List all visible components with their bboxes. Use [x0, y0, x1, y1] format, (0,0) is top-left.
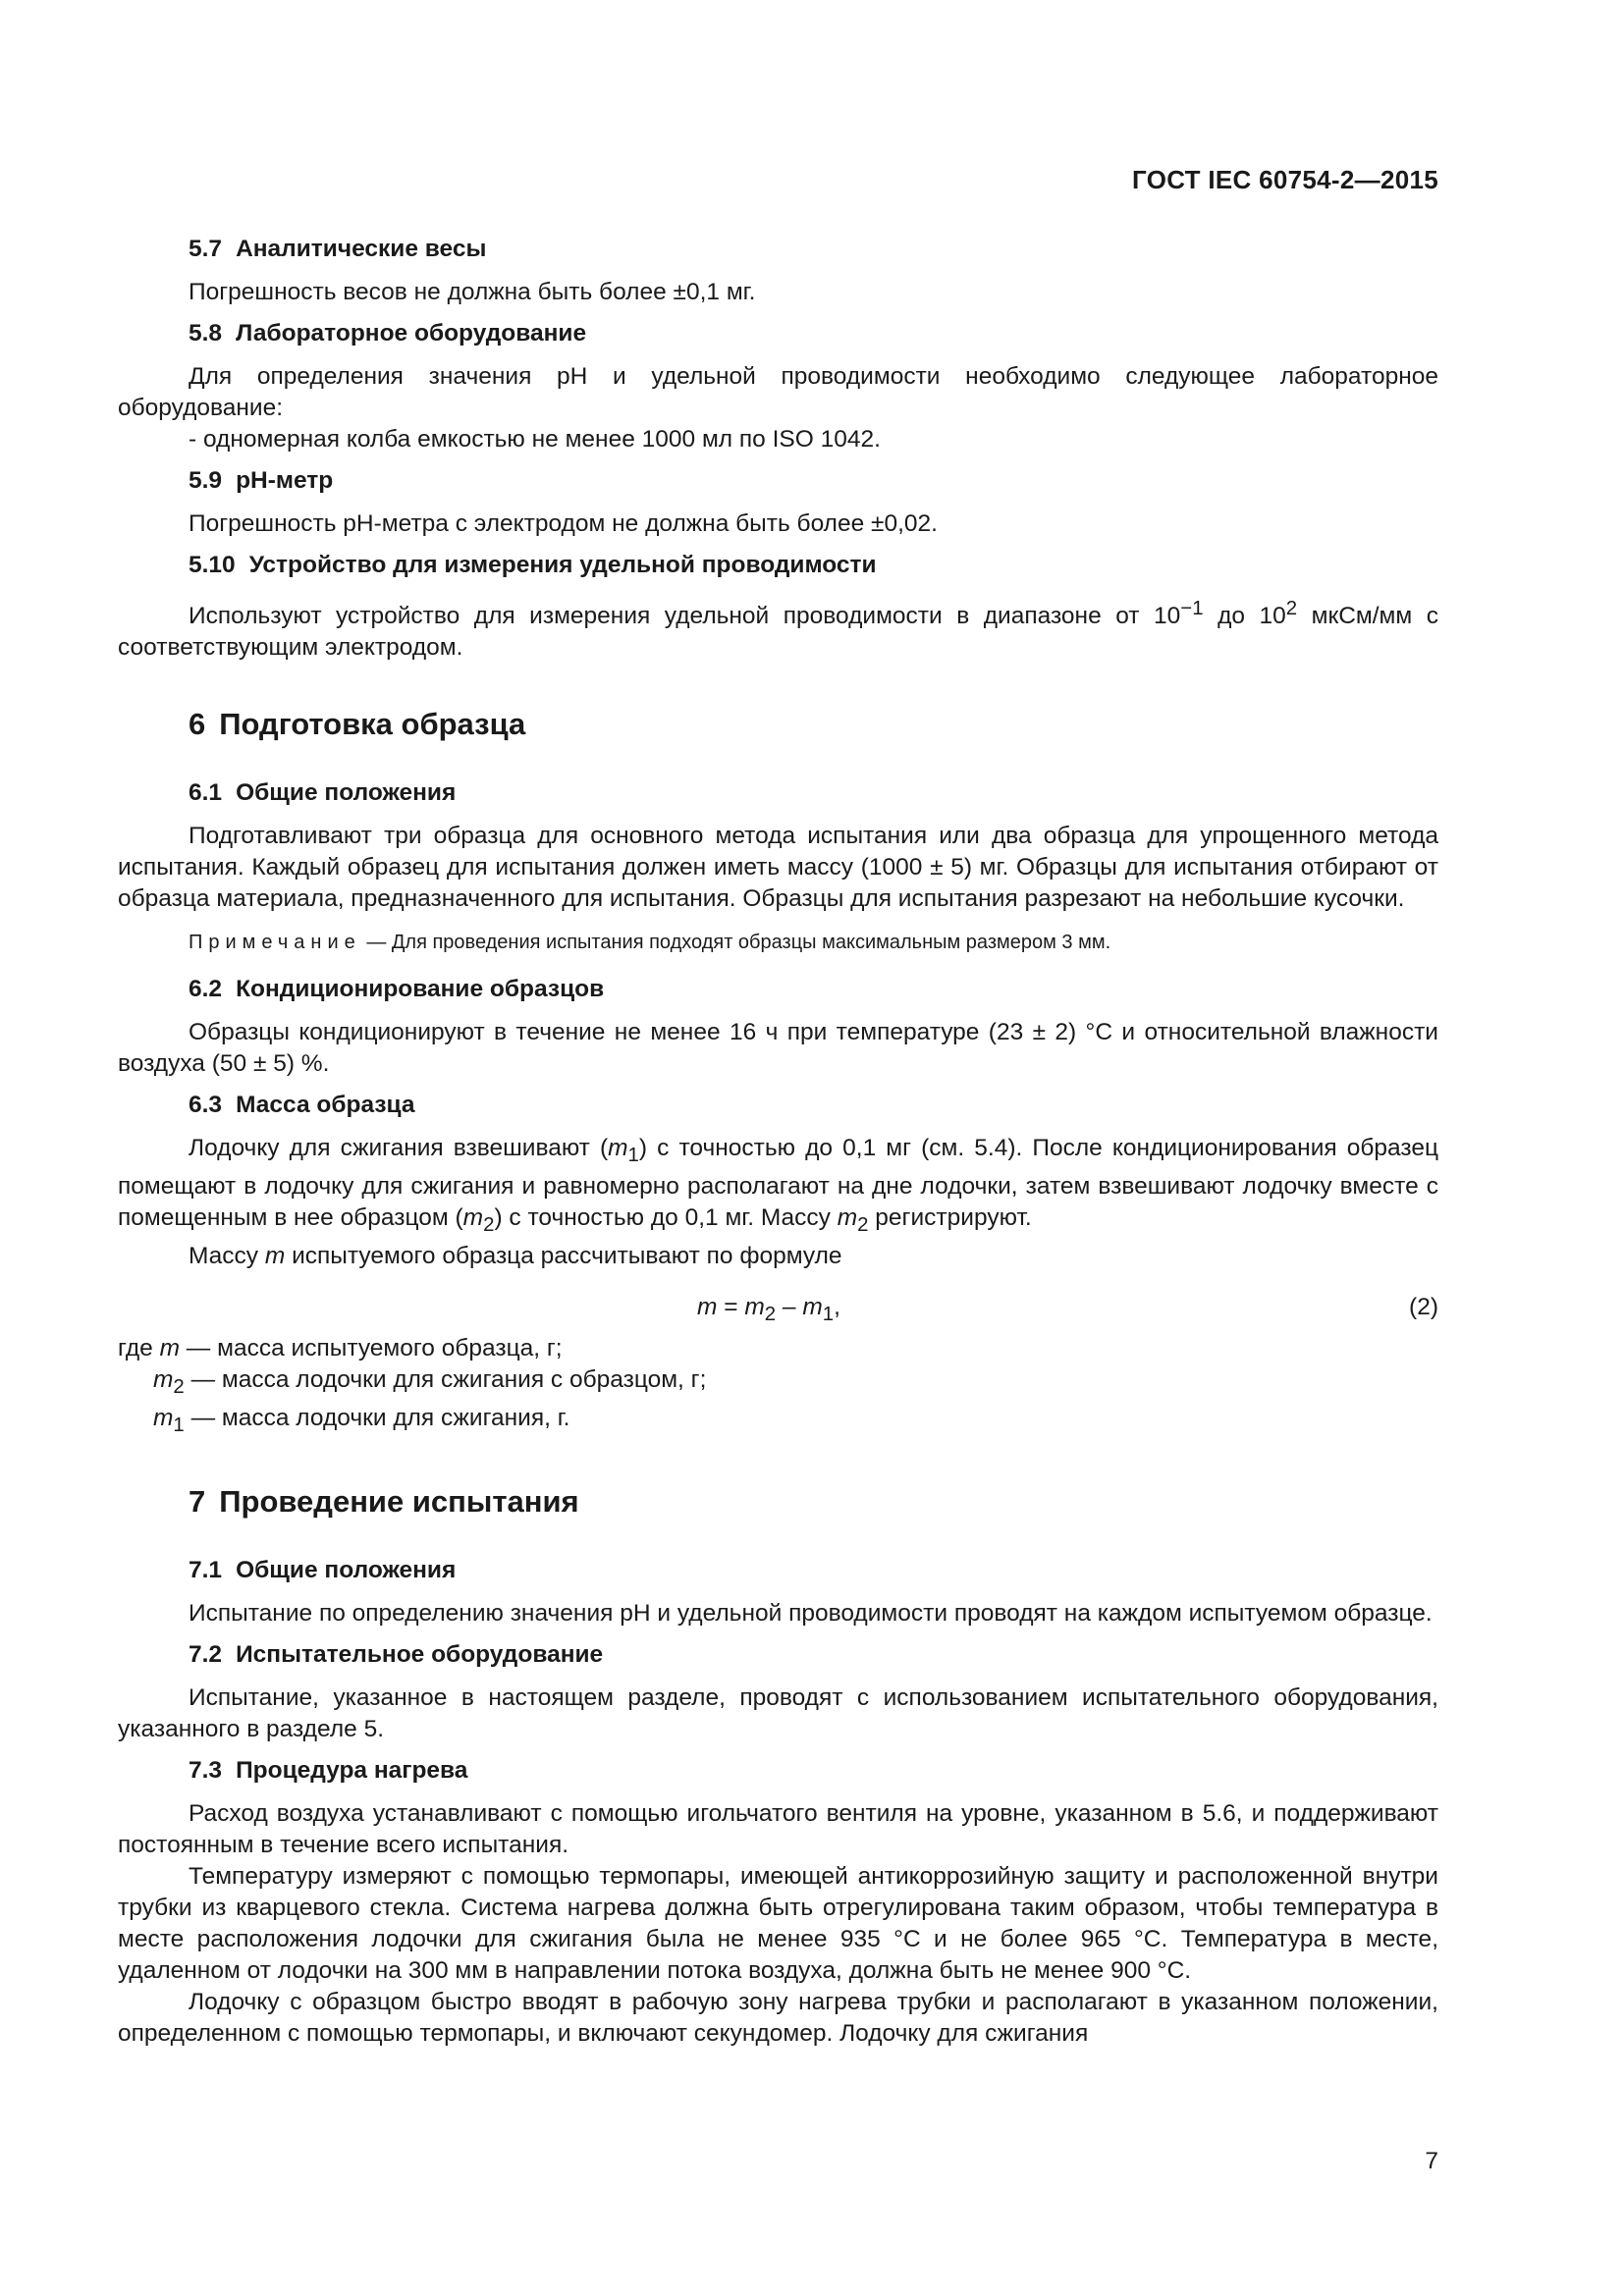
chapter-heading-6 — [189, 705, 1438, 744]
formula-legend-item — [118, 1333, 1438, 1364]
section-number: 6.3 — [189, 1092, 223, 1119]
section-heading-7-2 — [189, 1639, 1438, 1671]
text-run: — масса лодочки для сжигания, г. — [184, 1404, 570, 1431]
section-title: Процедура нагрева — [236, 1756, 468, 1784]
subscript: 2 — [483, 1213, 495, 1236]
section-number: 5.8 — [189, 320, 223, 347]
math-operator: – — [776, 1293, 803, 1320]
formula — [118, 1288, 1438, 1327]
math-variable: m — [744, 1293, 765, 1320]
subscript: 1 — [822, 1303, 835, 1325]
section-heading-6-1 — [189, 777, 1438, 809]
chapter-heading-7 — [189, 1482, 1438, 1522]
text-run: где — [118, 1334, 160, 1362]
paragraph: Расход воздуха устанавливают с помощью игольчатого вентиля на уровне, указанном в 5.6, и поддерживают постоянным в течение всего испытания. — [118, 1799, 1438, 1858]
section-title: Общие положения — [236, 1556, 457, 1583]
section-heading-7-3 — [189, 1755, 1438, 1787]
section-number: 7.2 — [189, 1640, 223, 1668]
text-run: Используют устройство для измерения удельной проводимости в диапазоне от 10 — [189, 603, 1181, 630]
section-heading-5-9 — [189, 465, 1438, 497]
formula-legend-item — [153, 1403, 1438, 1441]
math-variable: m — [802, 1293, 823, 1320]
section-title: Общие положения — [236, 779, 457, 807]
subscript: 2 — [764, 1303, 777, 1325]
section-heading-6-2 — [189, 974, 1438, 1005]
paragraph: Испытание, указанное в настоящем разделе, проводят с использованием испытательного оборудования, указанного в разделе 5. — [118, 1683, 1438, 1742]
paragraph: Погрешность весов не должна быть более ±0,1 мг. — [189, 279, 756, 305]
section-number: 5.9 — [189, 467, 223, 494]
math-operator: = — [717, 1293, 745, 1320]
chapter-number: 6 — [189, 707, 206, 742]
section-number: 6.2 — [189, 976, 223, 1003]
chapter-title: Подготовка образца — [219, 707, 526, 742]
section-title: Масса образца — [236, 1092, 415, 1119]
paragraph — [118, 593, 1438, 664]
note — [189, 929, 1438, 956]
formula-expression — [697, 1288, 840, 1334]
paragraph: Образцы кондиционируют в течение не менее 16 ч при температуре (23 ± 2) °С и относительной влажности воздуха (50 ± 5) %. — [118, 1019, 1438, 1078]
section-title: Лабораторное оборудование — [236, 320, 587, 347]
superscript: 2 — [1285, 598, 1298, 619]
math-variable: m — [153, 1404, 174, 1431]
section-title: Кондиционирование образцов — [236, 976, 605, 1003]
section-title: pH-метр — [236, 467, 334, 494]
math-variable: m — [462, 1204, 484, 1232]
math-variable: m — [837, 1204, 858, 1232]
section-title: Испытательное оборудование — [236, 1640, 604, 1668]
section-number: 6.1 — [189, 779, 223, 807]
document-page — [118, 0, 1438, 2296]
text-run: Массу — [189, 1242, 265, 1269]
paragraph: Для определения значения pH и удельной проводимости необходимо следующее лабораторное оборудование: — [118, 363, 1438, 421]
text-run: до 10 — [1203, 603, 1286, 630]
document-header: ГОСТ IEC 60754-2—2015 — [1132, 165, 1438, 194]
paragraph: Подготавливают три образца для основного метода испытания или два образца для упрощенного метода испытания. Каждый образец для испытания должен иметь массу (1000 ± 5) мг. Образцы для испытания отбирают от образца материала, предназначенного для испытания. Образцы для испытания разрезают на небольшие кусочки. — [118, 823, 1438, 913]
text-run: ) с точностью до 0,1 мг. Массу — [494, 1204, 838, 1232]
text-run: — масса испытуемого образца, г; — [180, 1334, 563, 1362]
math-variable: m — [608, 1135, 628, 1162]
chapter-title: Проведение испытания — [219, 1483, 579, 1519]
text-run: регистрируют. — [868, 1204, 1032, 1232]
note-label: Примечание — [189, 932, 361, 954]
document-body — [118, 224, 1438, 2050]
formula-number: (2) — [1409, 1293, 1438, 1320]
text-run: мкСм/мм с соответствующим электродом. — [118, 603, 1438, 662]
subscript: 1 — [173, 1414, 185, 1436]
subscript: 2 — [173, 1375, 185, 1398]
section-heading-5-7 — [189, 234, 1438, 265]
text-run: Лодочку для сжигания взвешивают ( — [189, 1135, 609, 1162]
paragraph: Испытание по определению значения pH и удельной проводимости проводят на каждом испытуемом образце. — [189, 1599, 1433, 1627]
chapter-number: 7 — [189, 1483, 206, 1519]
math-variable: m — [697, 1293, 718, 1320]
math-variable: m — [153, 1365, 174, 1393]
section-title: Устройство для измерения удельной проводимости — [248, 552, 877, 578]
section-number: 5.7 — [189, 236, 223, 262]
section-heading-5-10 — [189, 550, 1438, 581]
text-run: — масса лодочки для сжигания с образцом, г; — [184, 1365, 707, 1393]
paragraph: Погрешность pH-метра с электродом не должна быть более ±0,02. — [189, 510, 938, 537]
section-heading-7-1 — [189, 1555, 1438, 1586]
paragraph — [118, 1133, 1438, 1241]
math-variable: m — [264, 1242, 286, 1269]
text-run: , — [834, 1293, 840, 1320]
section-heading-6-3 — [189, 1090, 1438, 1121]
math-variable: m — [159, 1334, 180, 1362]
note-text: — Для проведения испытания подходят образцы максимальным размером 3 мм. — [360, 932, 1111, 954]
subscript: 1 — [627, 1145, 639, 1167]
list-item: - одномерная колба емкостью не менее 1000 мл по ISO 1042. — [189, 426, 881, 453]
page-number: 7 — [1425, 2148, 1438, 2174]
paragraph: Температуру измеряют с помощью термопары, имеющей антикоррозийную защиту и расположенной внутри трубки из кварцевого стекла. Система нагрева должна быть отрегулирована таким образом, чтобы температура в месте расположения лодочки для сжигания была не менее 935 °С и не более 965 °С. Температура в месте, удаленном от лодочки на 300 мм в направлении потока воздуха, должна быть не менее 900 °С. — [118, 1862, 1438, 1984]
text-run: ) с точностью до 0,1 мг (см. 5.4). После кондиционирования образец помещают в лодочку для сжигания и равномерно располагают на дне лодочки, затем взвешивают лодочку вместе с помещенным в нее образцом ( — [118, 1135, 1438, 1232]
section-number: 7.3 — [189, 1756, 223, 1784]
section-number: 5.10 — [189, 552, 236, 578]
text-run: испытуемого образца рассчитывают по формуле — [285, 1242, 842, 1269]
formula-legend-item — [153, 1364, 1438, 1403]
section-title: Аналитические весы — [236, 236, 487, 262]
subscript: 2 — [857, 1213, 869, 1236]
section-heading-5-8 — [189, 318, 1438, 349]
superscript: −1 — [1180, 598, 1204, 619]
paragraph — [118, 1241, 1438, 1272]
paragraph: Лодочку с образцом быстро вводят в рабочую зону нагрева трубки и располагают в указанном положении, определенном с помощью термопары, и включают секундомер. Лодочку для сжигания — [118, 1988, 1438, 2047]
section-number: 7.1 — [189, 1556, 223, 1583]
